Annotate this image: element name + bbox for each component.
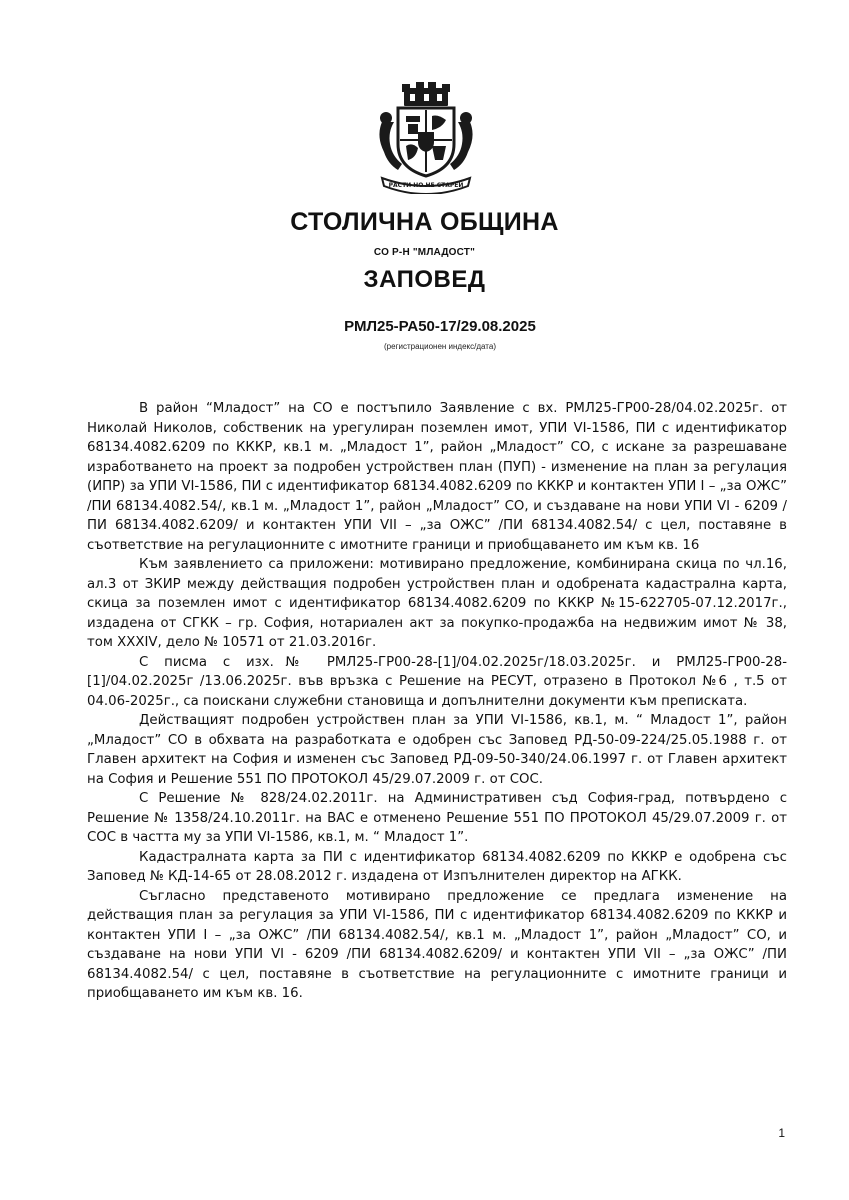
- registration-number: РМЛ25-РА50-17/29.08.2025: [344, 318, 536, 335]
- paragraph-proposal: Съгласно представеното мотивирано предложение се предлага изменение на действащия план за регулация за УПИ VI-1586, ПИ с идентификатор 68134.4082.6209 по КККР и контактен УПИ I – „за ОЖС” /ПИ 68134.4082.54/, кв.1 м. „Младост 1”, район „Младост” СО, и създаване на нови УПИ VI - 6209 /ПИ 68134.4082.6209/ и контактен УПИ VII – „за ОЖС” /ПИ 68134.4082.54/ с цел, поставяне в съответствие на регулационните с имотните граници и приобщаването им към кв. 16.: [87, 888, 787, 1001]
- paragraph-application: В район “Младост” на СО е постъпило Заявление с вх. РМЛ25-ГР00-28/04.02.2025г. от Николай Николов, собственик на урегулиран поземлен имот, УПИ VI-1586, ПИ с идентификатор 68134.4082.6209 по КККР, кв.1 м. „Младост 1”, район „Младост” СО, с искане за разрешаване изработването на проект за подробен устройствен план (ПУП) - изменение на план за регулация (ИПР) за УПИ VI-1586, ПИ с идентификатор 68134.4082.6209 по КККР и контактен УПИ I – „за ОЖС” /ПИ 68134.4082.54/, кв.1 м. „Младост 1”, район „Младост” СО, и създаване на нови УПИ VI - 6209 /ПИ 68134.4082.6209/ и контактен УПИ VII – „за ОЖС” /ПИ 68134.4082.54/ с цел, поставяне в съответствие на регулационните с имотните граници и приобщаването им към кв. 16: [87, 401, 787, 553]
- document-body: [87, 399, 787, 1004]
- paragraph-cadastral-map: Кадастралната карта за ПИ с идентификатор 68134.4082.6209 по КККР е одобрена със Заповед № КД-14-65 от 28.08.2012 г. издадена от Изпълнителен директор на АГКК.: [87, 849, 787, 884]
- paragraph-court-decision: С Решение № 828/24.02.2011г. на Административен съд София-град, потвърдено с Решение № 1358/24.10.2011г. на ВАС е отменено Решение 551 ПО ПРОТОКОЛ 45/29.07.2009 г. от СОС в частта му за УПИ VI-1586, кв.1, м. “ Младост 1”.: [87, 791, 787, 845]
- organization-name: СТОЛИЧНА ОБЩИНА: [290, 208, 559, 236]
- svg-text:РАСТИ НО НЕ СТАРЕЙ: РАСТИ НО НЕ СТАРЕЙ: [388, 182, 464, 189]
- document-type-title: ЗАПОВЕД: [363, 266, 486, 293]
- paragraph-attachments: Към заявлението са приложени: мотивирано предложение, комбинирана скица по чл.16, ал.3 от ЗКИР между действащия подробен устройствен план и одобрената кадастрална карта, скица за поземлен имот с идентификатор 68134.4082.6209 по КККР №15-622705-07.12.2017г., издадена от СГКК – гр. София, нотариален акт за покупко-продажба на недвижим имот № 38, том XXXIV, дело № 10571 от 21.03.2016г.: [87, 557, 787, 650]
- sofia-coat-of-arms-icon: [372, 82, 480, 194]
- registration-caption: (регистрационен индекс/дата): [384, 342, 496, 351]
- page-number: 1: [778, 1126, 785, 1140]
- district-name: СО Р-Н "МЛАДОСТ": [373, 247, 476, 258]
- paragraph-letters: С писма с изх.№ РМЛ25-ГР00-28-[1]/04.02.2025г/18.03.2025г. и РМЛ25-ГР00-28-[1]/04.02.2025г /13.06.2025г. във връзка с Решение на РЕСУТ, отразено в Протокол №6 , т.5 от 04.06-2025г., са поискани служебни становища и допълнителни документи към преписката.: [87, 654, 787, 709]
- paragraph-current-plan: Действащият подробен устройствен план за УПИ VI-1586, кв.1, м. “ Младост 1”, район „Младост” СО в обхвата на разработката е одобрен със Заповед РД-50-09-224/25.05.1988 г. от Главен архитект на София и изменен със Заповед РД-09-50-340/24.06.1997 г. от Главен архитект на София и Решение 551 ПО ПРОТОКОЛ 45/29.07.2009 г. от СОС.: [87, 713, 787, 787]
